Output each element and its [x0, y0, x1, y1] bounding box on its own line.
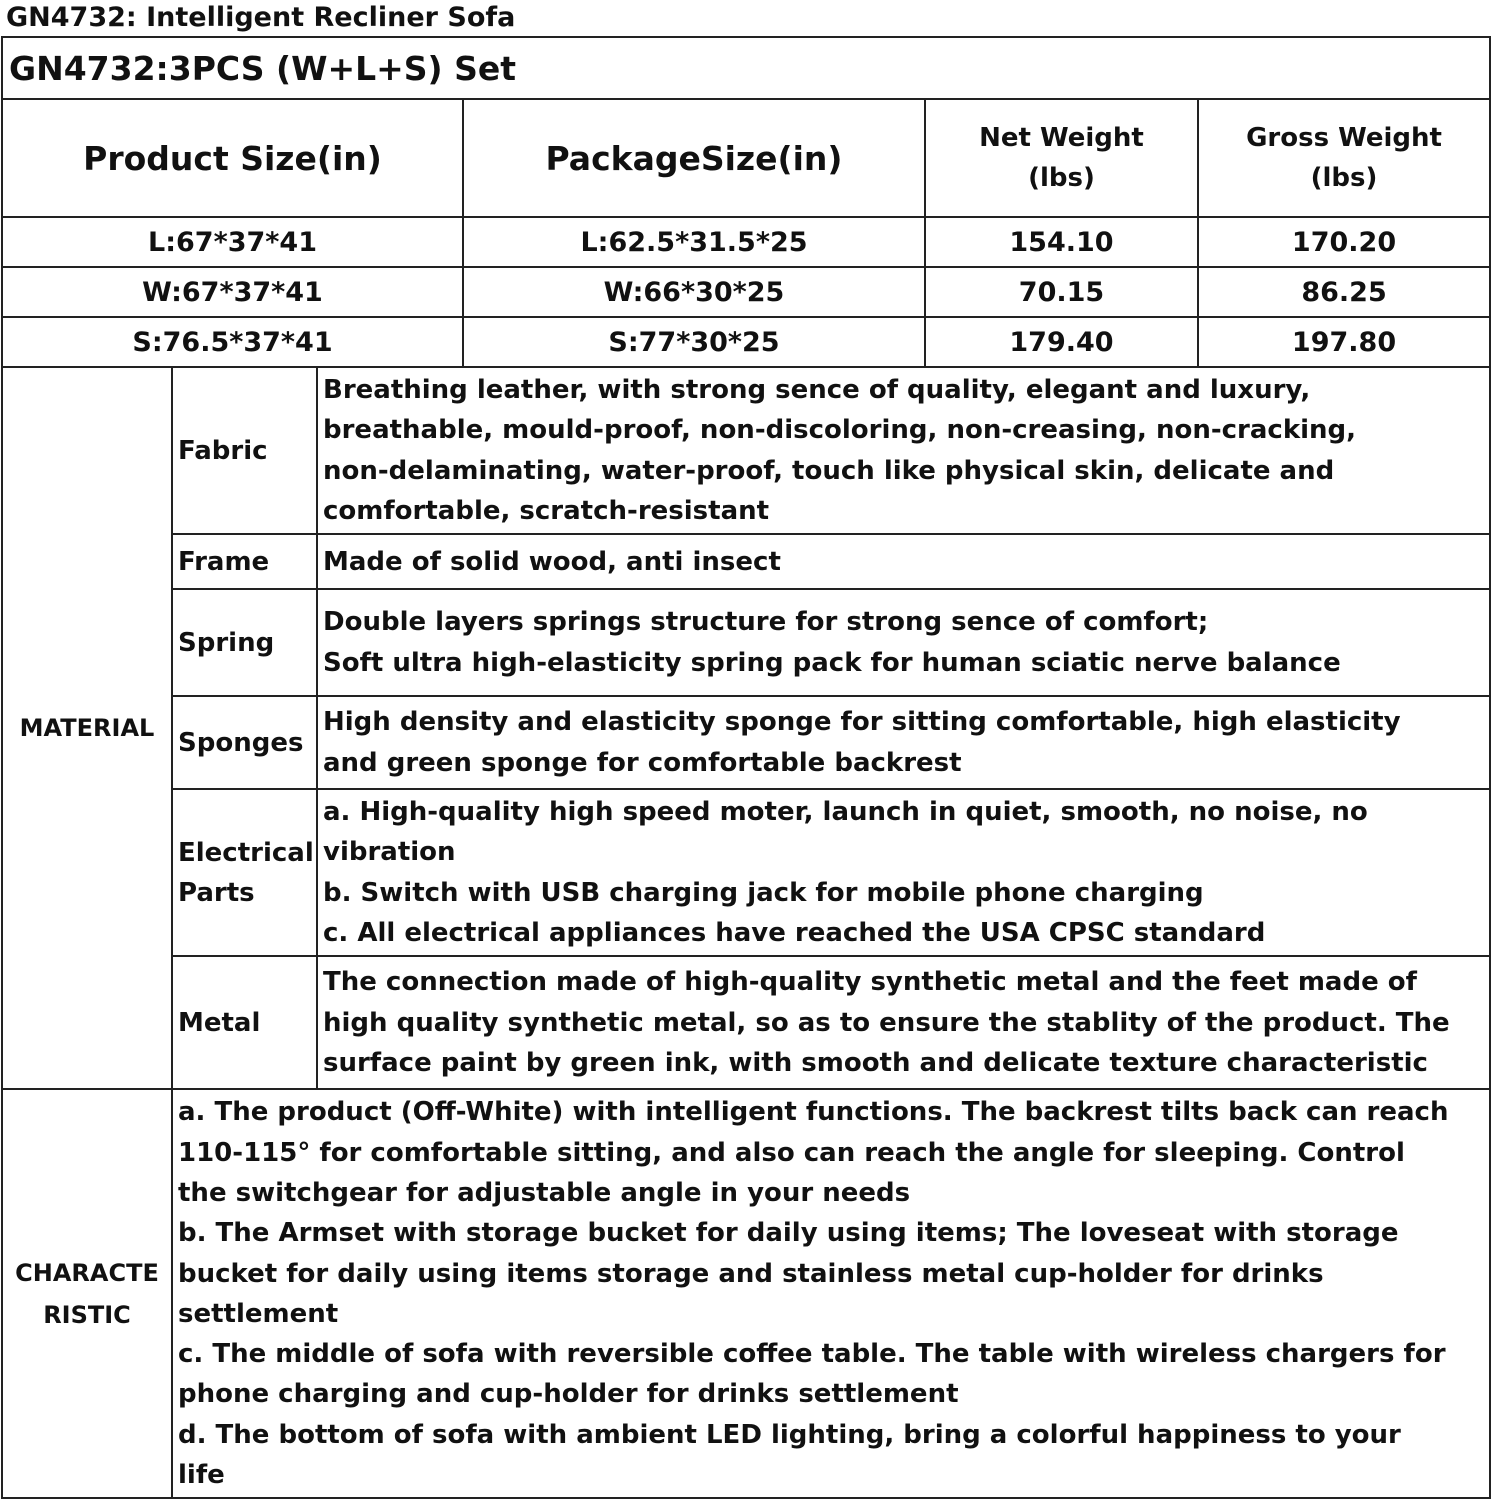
material-desc-electrical [317, 789, 1490, 956]
char-line: phone charging and cup-holder for drinks settlement [178, 1379, 959, 1410]
material-desc-metal [317, 956, 1490, 1089]
char-line: settlement [178, 1298, 339, 1329]
package-size-cell: W:66*30*25 [463, 267, 925, 317]
net-weight-cell: 70.15 [925, 267, 1198, 317]
desc-line: non-delaminating, water-proof, touch like physical skin, delicate and [323, 455, 1335, 486]
material-row-frame [2, 534, 1490, 589]
desc-line: comfortable, scratch-resistant [323, 495, 770, 526]
material-name-line: Parts [178, 877, 255, 908]
material-name-electrical [172, 789, 317, 956]
char-line: a. The product (Off-White) with intelligent functions. The backrest tilts back can reach [178, 1097, 1449, 1128]
char-line: 110-115° for comfortable sitting, and also can reach the angle for sleeping. Control [178, 1137, 1405, 1168]
char-line: the switchgear for adjustable angle in your needs [178, 1177, 911, 1208]
gross-weight-cell: 170.20 [1198, 217, 1490, 267]
desc-line: breathable, mould-proof, non-discoloring, non-creasing, non-cracking, [323, 415, 1357, 446]
desc-line: High density and elasticity sponge for sitting comfortable, high elasticity [323, 707, 1401, 738]
characteristic-row [2, 1089, 1490, 1498]
material-desc-fabric [317, 367, 1490, 534]
material-name-frame: Frame [172, 534, 317, 589]
net-weight-cell: 154.10 [925, 217, 1198, 267]
material-name-line: Electrical [178, 837, 314, 868]
desc-line: Double layers springs structure for strong sence of comfort; [323, 607, 1209, 638]
set-title-row [2, 37, 1490, 99]
net-weight-cell: 179.40 [925, 317, 1198, 367]
document-title: GN4732: Intelligent Recliner Sofa [6, 2, 516, 33]
material-name-fabric: Fabric [172, 367, 317, 534]
header-row [2, 99, 1490, 217]
product-size-cell: L:67*37*41 [2, 217, 463, 267]
desc-line: vibration [323, 837, 456, 868]
char-line: d. The bottom of sofa with ambient LED lighting, bring a colorful happiness to your [178, 1419, 1401, 1450]
material-name-sponges: Sponges [172, 696, 317, 789]
set-title: GN4732:3PCS (W+L+S) Set [2, 37, 1490, 99]
product-size-cell: W:67*37*41 [2, 267, 463, 317]
header-package-size: PackageSize(in) [463, 99, 925, 217]
desc-line: Made of solid wood, anti insect [323, 546, 781, 577]
size-row-w [2, 267, 1490, 317]
header-product-size: Product Size(in) [2, 99, 463, 217]
material-row-fabric [2, 367, 1490, 534]
size-row-l [2, 217, 1490, 267]
characteristic-label-line2: RISTIC [43, 1300, 131, 1329]
material-desc-spring [317, 589, 1490, 696]
material-label: MATERIAL [2, 367, 172, 1089]
char-line: bucket for daily using items storage and stainless metal cup-holder for drinks [178, 1258, 1324, 1289]
desc-line: The connection made of high-quality synthetic metal and the feet made of [323, 967, 1417, 998]
characteristic-label-line1: CHARACTE [15, 1258, 159, 1287]
desc-line: Breathing leather, with strong sence of quality, elegant and luxury, [323, 375, 1311, 405]
desc-line: Soft ultra high-elasticity spring pack for human sciatic nerve balance [323, 647, 1341, 678]
spec-table [1, 36, 1491, 1499]
characteristic-desc [172, 1089, 1490, 1498]
material-row-metal [2, 956, 1490, 1089]
header-gross-weight [1198, 99, 1490, 217]
material-row-electrical [2, 789, 1490, 956]
desc-line: b. Switch with USB charging jack for mobile phone charging [323, 877, 1204, 908]
header-gross-weight-line1: Gross Weight [1246, 123, 1442, 153]
header-net-weight-line1: Net Weight [979, 123, 1144, 153]
material-row-sponges [2, 696, 1490, 789]
characteristic-label [2, 1089, 172, 1498]
material-desc-sponges [317, 696, 1490, 789]
package-size-cell: S:77*30*25 [463, 317, 925, 367]
package-size-cell: L:62.5*31.5*25 [463, 217, 925, 267]
desc-line: surface paint by green ink, with smooth and delicate texture characteristic [323, 1048, 1428, 1079]
gross-weight-cell: 86.25 [1198, 267, 1490, 317]
char-line: life [178, 1460, 225, 1491]
material-row-spring [2, 589, 1490, 696]
char-line: b. The Armset with storage bucket for daily using items; The loveseat with storage [178, 1218, 1399, 1249]
product-size-cell: S:76.5*37*41 [2, 317, 463, 367]
char-line: c. The middle of sofa with reversible coffee table. The table with wireless chargers for [178, 1339, 1446, 1370]
desc-line: high quality synthetic metal, so as to ensure the stablity of the product. The [323, 1007, 1450, 1038]
header-net-weight-line2: (lbs) [1028, 163, 1095, 193]
size-row-s [2, 317, 1490, 367]
header-gross-weight-line2: (lbs) [1310, 163, 1378, 193]
gross-weight-cell: 197.80 [1198, 317, 1490, 367]
desc-line: and green sponge for comfortable backrest [323, 747, 962, 778]
desc-line: c. All electrical appliances have reached the USA CPSC standard [323, 918, 1266, 949]
desc-line: a. High-quality high speed moter, launch in quiet, smooth, no noise, no [323, 797, 1368, 828]
material-name-metal: Metal [172, 956, 317, 1089]
material-desc-frame [317, 534, 1490, 589]
material-name-spring: Spring [172, 589, 317, 696]
header-net-weight [925, 99, 1198, 217]
